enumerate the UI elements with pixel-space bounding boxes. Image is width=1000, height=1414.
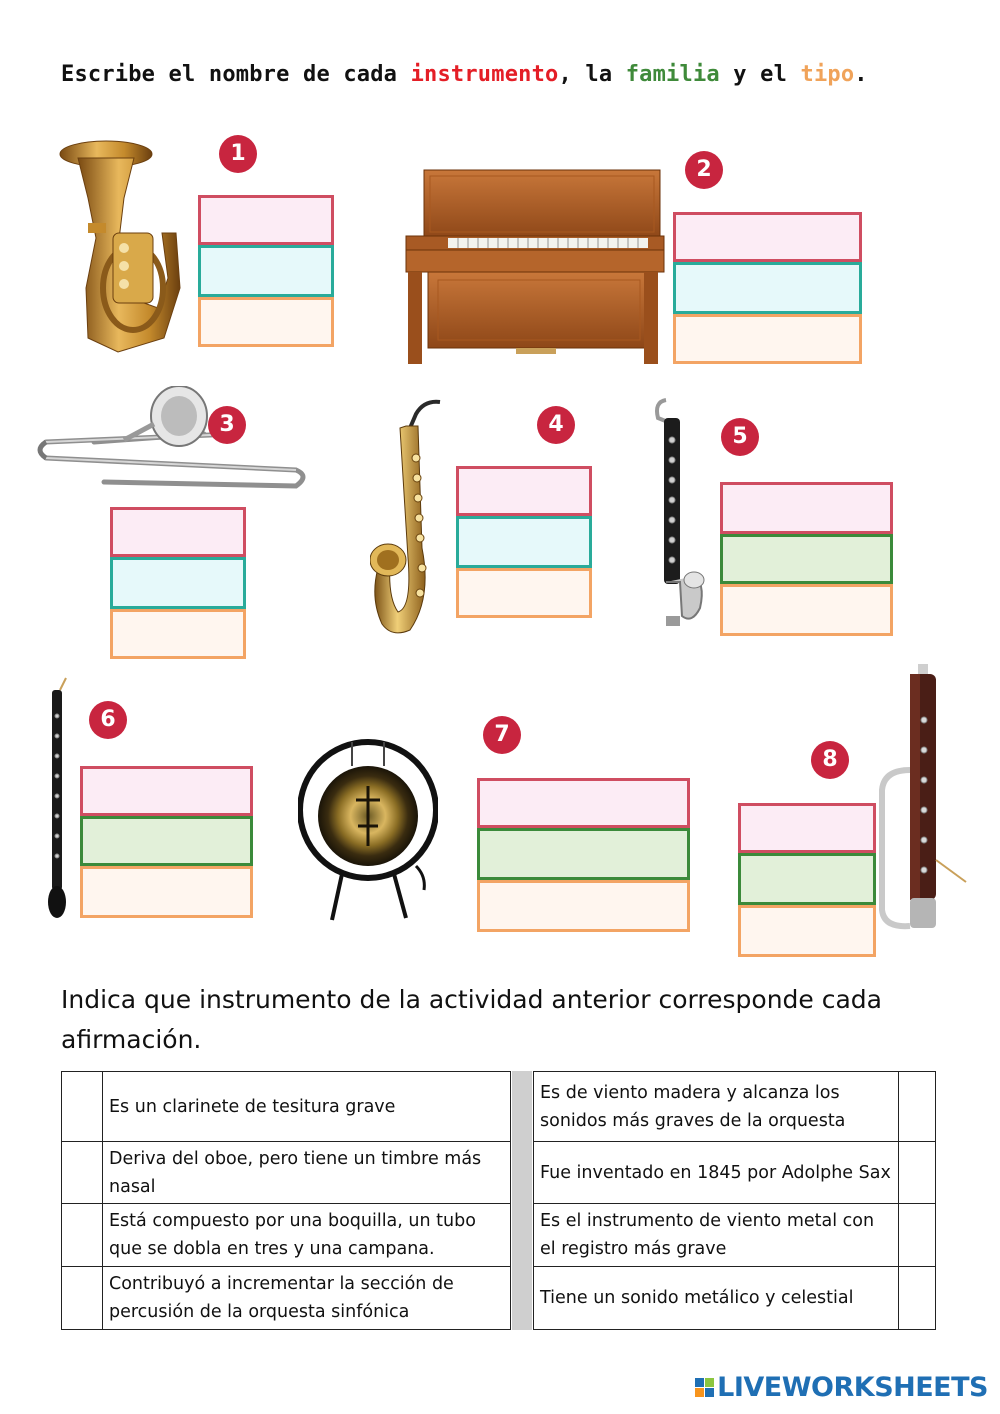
number-badge-7: 7 <box>483 716 521 754</box>
statement-text: Es de viento madera y alcanza los sonidos más graves de la orquesta <box>534 1072 899 1142</box>
tuba-image <box>58 138 183 356</box>
statement-text: Fue inventado en 1845 por Adolphe Sax <box>534 1142 899 1204</box>
instrument-type-field-4[interactable] <box>456 568 592 618</box>
answer-cell[interactable] <box>899 1204 936 1267</box>
number-badge-8: 8 <box>811 741 849 779</box>
answer-cell[interactable] <box>62 1204 103 1267</box>
instrument-family-field-4[interactable] <box>456 516 592 568</box>
instrument-name-field-5[interactable] <box>720 482 893 534</box>
bass-clarinet-image <box>640 396 710 636</box>
statement-text: Es un clarinete de tesitura grave <box>103 1072 511 1142</box>
statements-table-left <box>61 1071 511 1330</box>
instrument-family-field-8[interactable] <box>738 853 876 905</box>
gong-image <box>298 726 438 922</box>
number-badge-4: 4 <box>537 406 575 444</box>
answer-cell[interactable] <box>62 1072 103 1142</box>
instrument-family-field-1[interactable] <box>198 245 334 297</box>
instrument-type-field-2[interactable] <box>673 314 862 364</box>
instrument-type-field-5[interactable] <box>720 584 893 636</box>
worksheet-title <box>61 62 868 87</box>
table-divider <box>512 1071 532 1330</box>
statement-text: Está compuesto por una boquilla, un tubo que se dobla en tres y una campana. <box>103 1204 511 1267</box>
statement-text: Es el instrumento de viento metal con el registro más grave <box>534 1204 899 1267</box>
answer-cell[interactable] <box>62 1142 103 1204</box>
number-badge-1: 1 <box>219 135 257 173</box>
instrument-type-field-3[interactable] <box>110 609 246 659</box>
oboe-image <box>44 676 72 920</box>
instrument-name-field-4[interactable] <box>456 466 592 516</box>
instrument-name-field-2[interactable] <box>673 212 862 262</box>
instrument-family-field-3[interactable] <box>110 557 246 609</box>
instrument-name-field-7[interactable] <box>477 778 690 828</box>
instrument-family-field-6[interactable] <box>80 816 253 866</box>
title-word-instrument: instrumento <box>410 62 559 87</box>
title-text: Escribe el nombre de cada <box>61 62 411 87</box>
instrument-name-field-3[interactable] <box>110 507 246 557</box>
instrument-name-field-6[interactable] <box>80 766 253 816</box>
number-badge-5: 5 <box>721 418 759 456</box>
answer-cell[interactable] <box>899 1142 936 1204</box>
instrument-name-field-1[interactable] <box>198 195 334 245</box>
instrument-family-field-7[interactable] <box>477 828 690 880</box>
instrument-type-field-6[interactable] <box>80 866 253 918</box>
title-word-type: tipo <box>800 62 855 87</box>
number-badge-6: 6 <box>89 701 127 739</box>
brand-name: LIVEWORKSHEETS <box>717 1372 988 1403</box>
title-text: y el <box>719 62 801 87</box>
number-badge-2: 2 <box>685 151 723 189</box>
statements-table-right <box>533 1071 936 1330</box>
statement-text: Deriva del oboe, pero tiene un timbre más nasal <box>103 1142 511 1204</box>
statement-text: Contribuyó a incrementar la sección de percusión de la orquesta sinfónica <box>103 1267 511 1330</box>
instrument-type-field-7[interactable] <box>477 880 690 932</box>
title-word-family: familia <box>625 62 720 87</box>
bassoon-image <box>874 660 970 932</box>
answer-cell[interactable] <box>899 1267 936 1330</box>
trombone-image <box>34 386 314 496</box>
liveworksheets-logo <box>695 1372 988 1403</box>
instrument-type-field-8[interactable] <box>738 905 876 957</box>
answer-cell[interactable] <box>62 1267 103 1330</box>
logo-icon <box>695 1378 714 1397</box>
instrument-family-field-5[interactable] <box>720 534 893 584</box>
number-badge-3: 3 <box>208 406 246 444</box>
piano-image <box>398 168 666 368</box>
title-text: , la <box>558 62 626 87</box>
activity-instructions: Indica que instrumento de la actividad anterior corresponde cada afirmación. <box>61 985 882 1054</box>
instrument-family-field-2[interactable] <box>673 262 862 314</box>
answer-cell[interactable] <box>899 1072 936 1142</box>
instrument-type-field-1[interactable] <box>198 297 334 347</box>
saxophone-image <box>370 398 452 640</box>
instrument-name-field-8[interactable] <box>738 803 876 853</box>
statement-text: Tiene un sonido metálico y celestial <box>534 1267 899 1330</box>
title-text: . <box>854 62 868 87</box>
